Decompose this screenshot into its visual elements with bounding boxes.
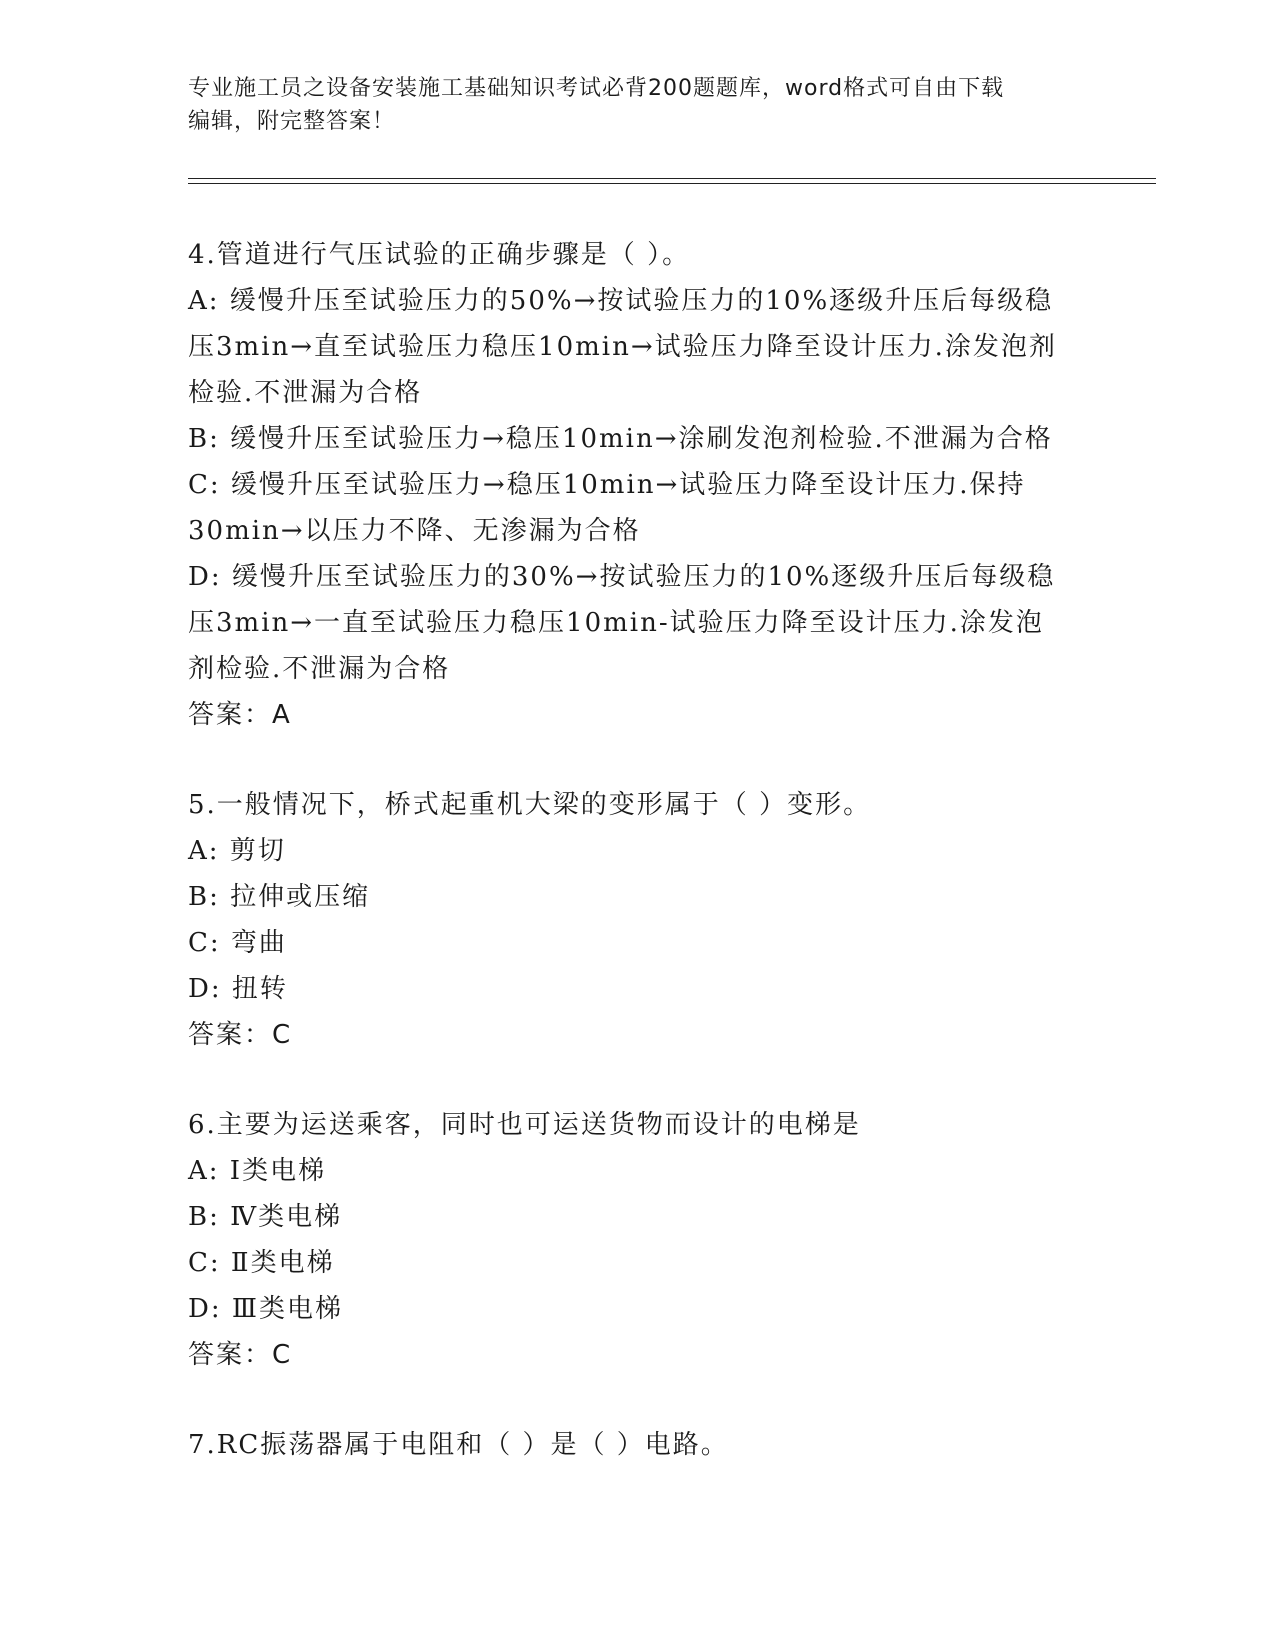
option-line: B: Ⅳ类电梯: [188, 1202, 343, 1232]
option-line: A: 剪切: [188, 836, 286, 866]
answer-label: 答案：A: [188, 700, 292, 730]
option-line: C: 弯曲: [188, 928, 287, 958]
question-stem: 6.主要为运送乘客，同时也可运送货物而设计的电梯是: [188, 1110, 861, 1140]
option-line: D: 扭转: [188, 974, 288, 1004]
document-header: [188, 72, 1068, 138]
question-4: [188, 232, 1088, 738]
header-line-1: 专业施工员之设备安装施工基础知识考试必背200题题库，word格式可自由下载: [188, 76, 1005, 101]
question-stem: 7.RC振荡器属于电阻和（ ）是（ ）电路。: [188, 1430, 729, 1460]
option-line: D: 缓慢升压至试验压力的30%→按试验压力的10%逐级升压后每级稳: [188, 562, 1056, 592]
question-7: [188, 1422, 1088, 1468]
header-divider-top: [188, 178, 1156, 179]
question-spacer: [188, 1058, 1088, 1102]
option-line: B: 缓慢升压至试验压力→稳压10min→涂刷发泡剂检验.不泄漏为合格: [188, 424, 1053, 454]
header-divider-bottom: [188, 183, 1156, 184]
option-line: 30min→以压力不降、无渗漏为合格: [188, 516, 641, 546]
option-line: D: Ⅲ类电梯: [188, 1294, 343, 1324]
answer-label: 答案：C: [188, 1020, 293, 1050]
option-line: C: 缓慢升压至试验压力→稳压10min→试验压力降至设计压力.保持: [188, 470, 1026, 500]
option-line: 压3min→一直至试验压力稳压10min-试验压力降至设计压力.涂发泡: [188, 608, 1044, 638]
option-line: A: I类电梯: [188, 1156, 327, 1186]
question-5: [188, 782, 1088, 1058]
question-stem: 5.一般情况下，桥式起重机大梁的变形属于（ ）变形。: [188, 790, 872, 820]
header-line-2: 编辑，附完整答案！: [188, 109, 396, 134]
question-stem: 4.管道进行气压试验的正确步骤是（ ）。: [188, 240, 691, 270]
question-list: [188, 232, 1088, 1468]
option-line: C: Ⅱ类电梯: [188, 1248, 335, 1278]
option-line: B: 拉伸或压缩: [188, 882, 371, 912]
question-spacer: [188, 1378, 1088, 1422]
option-line: 剂检验.不泄漏为合格: [188, 654, 451, 684]
option-line: A: 缓慢升压至试验压力的50%→按试验压力的10%逐级升压后每级稳: [188, 286, 1054, 316]
option-line: 检验.不泄漏为合格: [188, 378, 423, 408]
question-spacer: [188, 738, 1088, 782]
answer-label: 答案：C: [188, 1340, 293, 1370]
option-line: 压3min→直至试验压力稳压10min→试验压力降至设计压力.涂发泡剂: [188, 332, 1057, 362]
question-6: [188, 1102, 1088, 1378]
